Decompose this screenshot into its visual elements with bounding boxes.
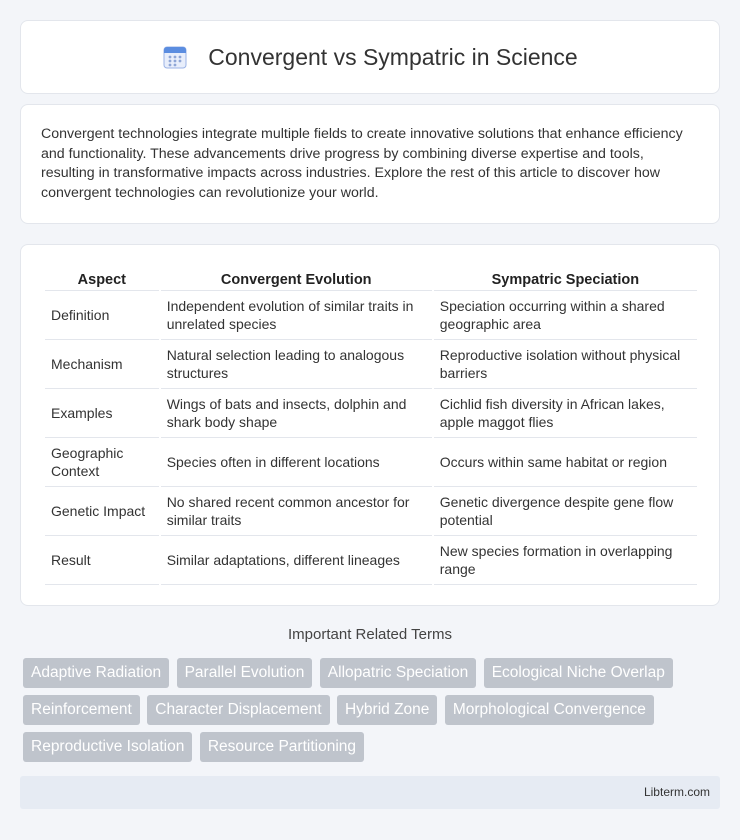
table-cell: Natural selection leading to analogous structures bbox=[161, 340, 432, 389]
table-cell: No shared recent common ancestor for similar traits bbox=[161, 487, 432, 536]
related-terms-list bbox=[23, 658, 713, 769]
table-cell: Examples bbox=[45, 389, 159, 438]
table-row bbox=[45, 438, 697, 487]
header-card bbox=[20, 20, 720, 94]
table-cell: Mechanism bbox=[45, 340, 159, 389]
page-title: Convergent vs Sympatric in Science bbox=[208, 43, 578, 70]
table-cell: Independent evolution of similar traits in unrelated species bbox=[161, 291, 432, 340]
tag-adaptive-radiation[interactable]: Adaptive Radiation bbox=[23, 658, 169, 688]
header-sympatric: Sympatric Speciation bbox=[434, 265, 697, 291]
intro-text: Convergent technologies integrate multiple fields to create innovative solutions that enhance efficiency and functionality. These advancements drive progress by combining diverse expertise and tools, resulting in transformative impacts across industries. Explore the rest of this article to discover how convergent technologies can revolutionize your world. bbox=[41, 126, 683, 201]
table-row bbox=[45, 536, 697, 585]
table-cell: Occurs within same habitat or region bbox=[434, 438, 697, 487]
table-row bbox=[45, 487, 697, 536]
tag-morphological-convergence[interactable]: Morphological Convergence bbox=[445, 695, 654, 725]
table-row bbox=[45, 291, 697, 340]
header-convergent: Convergent Evolution bbox=[161, 265, 432, 291]
table-row bbox=[45, 340, 697, 389]
table-cell: Genetic Impact bbox=[45, 487, 159, 536]
table-cell: Species often in different locations bbox=[161, 438, 432, 487]
table-cell: Geographic Context bbox=[45, 438, 159, 487]
table-cell: Similar adaptations, different lineages bbox=[161, 536, 432, 585]
table-cell: New species formation in overlapping range bbox=[434, 536, 697, 585]
tag-reinforcement[interactable]: Reinforcement bbox=[23, 695, 140, 725]
related-terms-title: Important Related Terms bbox=[288, 626, 452, 643]
tag-character-displacement[interactable]: Character Displacement bbox=[147, 695, 329, 725]
intro-card bbox=[20, 104, 720, 224]
tag-reproductive-isolation[interactable]: Reproductive Isolation bbox=[23, 732, 192, 762]
calendar-icon bbox=[162, 44, 188, 70]
tag-parallel-evolution[interactable]: Parallel Evolution bbox=[177, 658, 313, 688]
table-row bbox=[45, 389, 697, 438]
footer-site-link[interactable]: Libterm.com bbox=[643, 785, 710, 799]
footer bbox=[20, 776, 720, 809]
table-cell: Reproductive isolation without physical barriers bbox=[434, 340, 697, 389]
table-cell: Result bbox=[45, 536, 159, 585]
table-cell: Wings of bats and insects, dolphin and shark body shape bbox=[161, 389, 432, 438]
table-cell: Cichlid fish diversity in African lakes, apple maggot flies bbox=[434, 389, 697, 438]
tag-ecological-niche-overlap[interactable]: Ecological Niche Overlap bbox=[484, 658, 673, 688]
table-cell: Speciation occurring within a shared geographic area bbox=[434, 291, 697, 340]
header-aspect: Aspect bbox=[45, 265, 159, 291]
table-cell: Genetic divergence despite gene flow potential bbox=[434, 487, 697, 536]
comparison-card bbox=[20, 244, 720, 606]
table-cell: Definition bbox=[45, 291, 159, 340]
tag-hybrid-zone[interactable]: Hybrid Zone bbox=[337, 695, 437, 725]
table-header-row bbox=[45, 265, 697, 291]
tag-resource-partitioning[interactable]: Resource Partitioning bbox=[200, 732, 364, 762]
comparison-table bbox=[43, 265, 699, 585]
tag-allopatric-speciation[interactable]: Allopatric Speciation bbox=[320, 658, 476, 688]
